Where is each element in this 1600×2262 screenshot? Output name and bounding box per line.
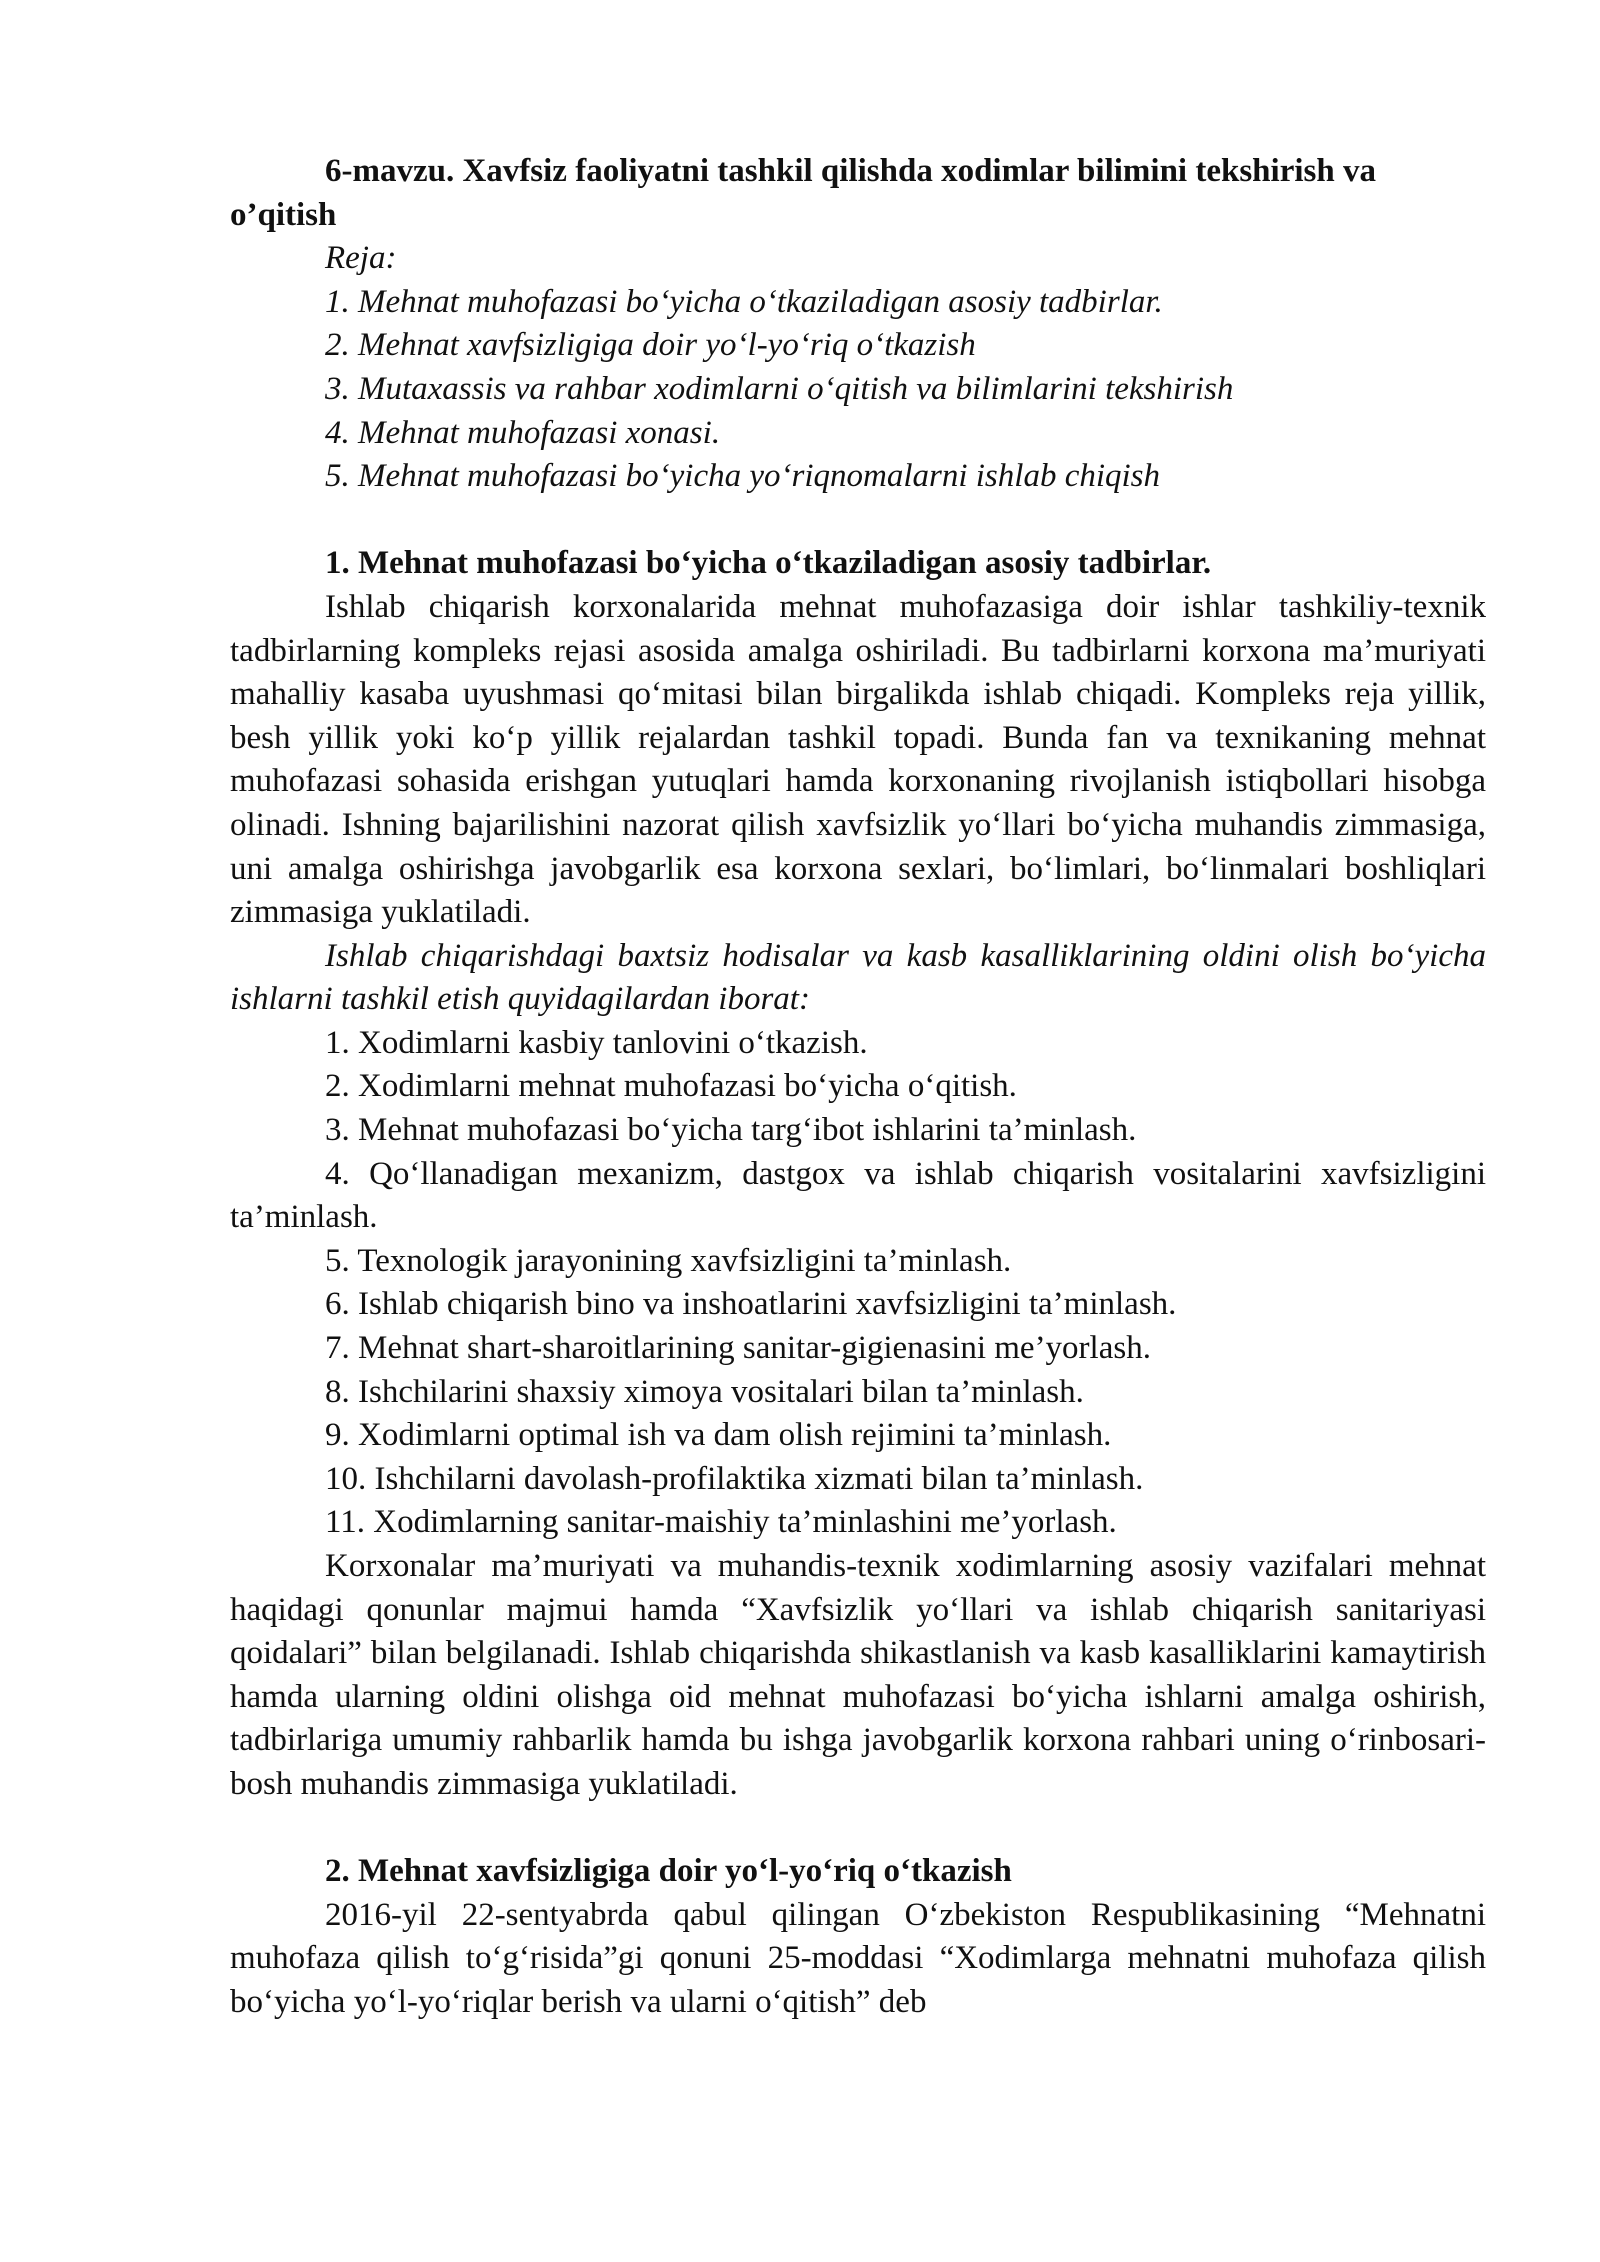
plan-item: 3. Mutaxassis va rahbar xodimlarni o‘qitish va bilimlarini tekshirish bbox=[325, 370, 1234, 407]
paragraph: 2016-yil 22-sentyabrda qabul qilingan O‘zbekiston Respublikasining “Mehnatni muhofaza qilish to‘g‘risida”gi qonuni 25-moddasi “Xodimlarga mehnatni muhofaza qilish bo‘yicha yo‘l-yo‘riqlar berish va ularni o‘qitish” deb bbox=[230, 1896, 1486, 2020]
list-item: 6. Ishlab chiqarish bino va inshoatlarini xavfsizligini ta’minlash. bbox=[325, 1286, 1177, 1323]
italic-intro: Ishlab chiqarishdagi baxtsiz hodisalar va kasb kasalliklarining oldini olish bo‘yicha ishlarni tashkil etish quyidagilardan iborat: bbox=[230, 937, 1486, 1018]
list-item: 2. Xodimlarni mehnat muhofazasi bo‘yicha o‘qitish. bbox=[325, 1068, 1017, 1105]
plan-heading: Reja: bbox=[325, 240, 397, 277]
list-item: 9. Xodimlarni optimal ish va dam olish rejimini ta’minlash. bbox=[325, 1417, 1112, 1454]
section-heading-2: 2. Mehnat xavfsizligiga doir yo‘l-yo‘riq o‘tkazish bbox=[325, 1853, 1012, 1890]
spacer bbox=[230, 499, 1486, 543]
plan-item: 4. Mehnat muhofazasi xonasi. bbox=[325, 414, 721, 451]
list-item: 8. Ishchilarini shaxsiy ximoya vositalari bilan ta’minlash. bbox=[325, 1373, 1084, 1410]
list-item: 1. Xodimlarni kasbiy tanlovini o‘tkazish. bbox=[325, 1024, 868, 1061]
page-title: 6-mavzu. Xavfsiz faoliyatni tashkil qilishda xodimlar bilimini tekshirish va o’qitish bbox=[230, 153, 1376, 233]
section-heading-1: 1. Mehnat muhofazasi bo‘yicha o‘tkaziladigan asosiy tadbirlar. bbox=[325, 545, 1212, 582]
spacer bbox=[230, 1807, 1486, 1851]
list-item: 10. Ishchilarni davolash-profilaktika xizmati bilan ta’minlash. bbox=[325, 1460, 1144, 1497]
measures-list bbox=[230, 1022, 1486, 1545]
list-item: 11. Xodimlarning sanitar-maishiy ta’minlashini me’yorlash. bbox=[325, 1504, 1117, 1541]
plan-item: 1. Mehnat muhofazasi bo‘yicha o‘tkaziladigan asosiy tadbirlar. bbox=[325, 283, 1163, 320]
plan-item: 2. Mehnat xavfsizligiga doir yo‘l-yo‘riq o‘tkazish bbox=[325, 327, 976, 364]
paragraph: Korxonalar ma’muriyati va muhandis-texnik xodimlarning asosiy vazifalari mehnat haqidagi qonunlar majmui hamda “Xavfsizlik yo‘llari va ishlab chiqarish sanitariyasi qoidalari” bilan belgilanadi. Ishlab chiqarishda shikastlanish va kasb kasalliklarini kamaytirish hamda ularning oldini olishga oid mehnat muhofazasi bo‘yicha ishlarni amalga oshirish, tadbirlariga umumiy rahbarlik hamda bu ishga javobgarlik korxona rahbari uning o‘rinbosari-bosh muhandis zimmasiga yuklatiladi. bbox=[230, 1548, 1486, 1802]
list-item: 3. Mehnat muhofazasi bo‘yicha targ‘ibot ishlarini ta’minlash. bbox=[325, 1112, 1137, 1149]
list-item: 7. Mehnat shart-sharoitlarining sanitar-gigienasini me’yorlash. bbox=[325, 1330, 1151, 1367]
list-item: 5. Texnologik jarayonining xavfsizligini ta’minlash. bbox=[325, 1242, 1012, 1279]
document-page bbox=[230, 150, 1486, 2025]
plan bbox=[230, 237, 1486, 499]
paragraph: Ishlab chiqarish korxonalarida mehnat muhofazasiga doir ishlar tashkiliy-texnik tadbirlarning kompleks rejasi asosida amalga oshiriladi. Bu tadbirlarni korxona ma’muriyati mahalliy kasaba uyushmasi qo‘mitasi bilan birgalikda ishlab chiqadi. Kompleks reja yillik, besh yillik yoki ko‘p yillik rejalardan tashkil topadi. Bunda fan va texnikaning mehnat muhofazasi sohasida erishgan yutuqlari hamda korxonaning rivojlanish istiqbollari hisobga olinadi. Ishning bajarilishini nazorat qilish xavfsizlik yo‘llari bo‘yicha muhandis zimmasiga, uni amalga oshirishga javobgarlik esa korxona sexlari, bo‘limlari, bo‘linmalari boshliqlari zimmasiga yuklatiladi. bbox=[230, 588, 1486, 931]
plan-item: 5. Mehnat muhofazasi bo‘yicha yo‘riqnomalarni ishlab chiqish bbox=[325, 458, 1161, 495]
list-item: 4. Qo‘llanadigan mexanizm, dastgox va ishlab chiqarish vositalarini xavfsizligini ta’minlash. bbox=[230, 1155, 1486, 1236]
